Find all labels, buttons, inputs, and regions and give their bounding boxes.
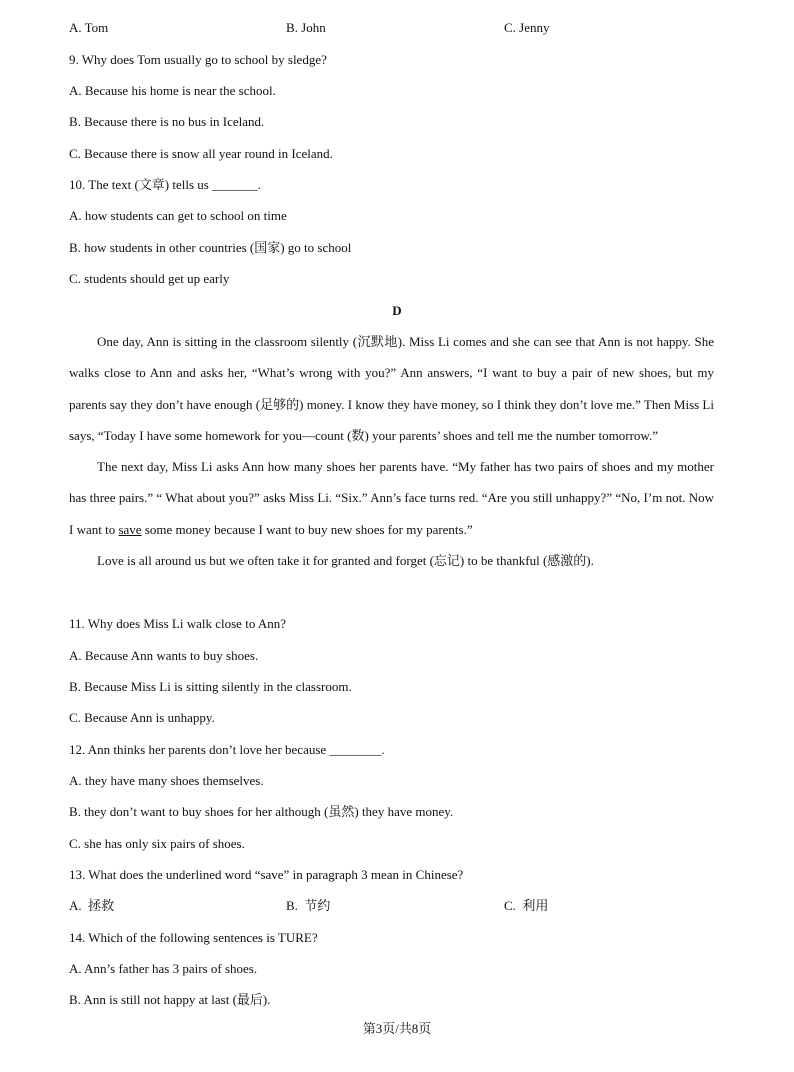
q12-option-c: C. she has only six pairs of shoes. [69,836,245,851]
q10-question: 10. The text (文章) tells us _______. [69,177,261,192]
q11-option-b: B. Because Miss Li is sitting silently in the classroom. [69,679,352,694]
q9-option-b: B. Because there is no bus in Iceland. [69,114,265,129]
paragraph-1: One day, Ann is sitting in the classroom silently (沉默地). Miss Li comes and she can see that Ann is not happy. She walks close to Ann and asks her, “What’s wrong with you?” Ann answers, “I want to buy a pair of new shoes, but my parents say they don’t have enough (足够的) money. I know they have money, so I think they don’t love me.” Then Miss Li says, “Today I have some homework for you—count (数) your parents’ shoes and tell me the number tomorrow.” [69,334,714,443]
q9-question: 9. Why does Tom usually go to school by sledge? [69,52,327,67]
section-heading: D [392,303,402,318]
q12-option-b: B. they don’t want to buy shoes for her although (虽然) they have money. [69,804,454,819]
q11-option-a: A. Because Ann wants to buy shoes. [69,648,259,663]
q13-question: 13. What does the underlined word “save” in paragraph 3 mean in Chinese? [69,867,464,882]
q14-option-b: B. Ann is still not happy at last (最后). [69,992,271,1007]
q13-option-a: A. 拯救 [69,898,115,913]
q14-option-a: A. Ann’s father has 3 pairs of shoes. [69,961,258,976]
underlined-word-save: save [118,521,142,537]
q11-question: 11. Why does Miss Li walk close to Ann? [69,616,287,631]
q14-question: 14. Which of the following sentences is TURE? [69,930,318,945]
q11-option-c: C. Because Ann is unhappy. [69,710,215,725]
q13-option-b: B. 节约 [286,898,331,913]
paragraph-2-start: The next day, Miss Li asks Ann how many shoes her parents have. “My father has two pairs of shoes and my mother has three pairs.” “ What about you?” asks Miss Li. “Six.” Ann’s face turns red. “Are you still unhappy?” “No, I’m not. Now I want to [69,459,714,537]
q9-option-a: A. Because his home is near the school. [69,83,276,98]
q8-option-b: B. John [286,20,326,35]
q10-option-a: A. how students can get to school on time [69,208,287,223]
paragraph-2-end: some money because I want to buy new shoes for my parents.” [141,521,473,537]
q10-option-c: C. students should get up early [69,271,230,286]
q9-option-c: C. Because there is snow all year round in Iceland. [69,146,333,161]
q8-option-a: A. Tom [69,20,109,35]
paragraph-3: Love is all around us but we often take it for granted and forget (忘记) to be thankful (感激的). [97,553,594,569]
q13-option-c: C. 利用 [504,898,549,913]
q12-question: 12. Ann thinks her parents don’t love her because ________. [69,742,385,757]
page-number: 第3页/共8页 [362,1021,432,1036]
paragraph-2 [69,451,714,545]
q10-option-b: B. how students in other countries (国家) go to school [69,240,352,255]
q12-option-a: A. they have many shoes themselves. [69,773,264,788]
q8-option-c: C. Jenny [504,20,550,35]
reading-passage [69,326,714,576]
